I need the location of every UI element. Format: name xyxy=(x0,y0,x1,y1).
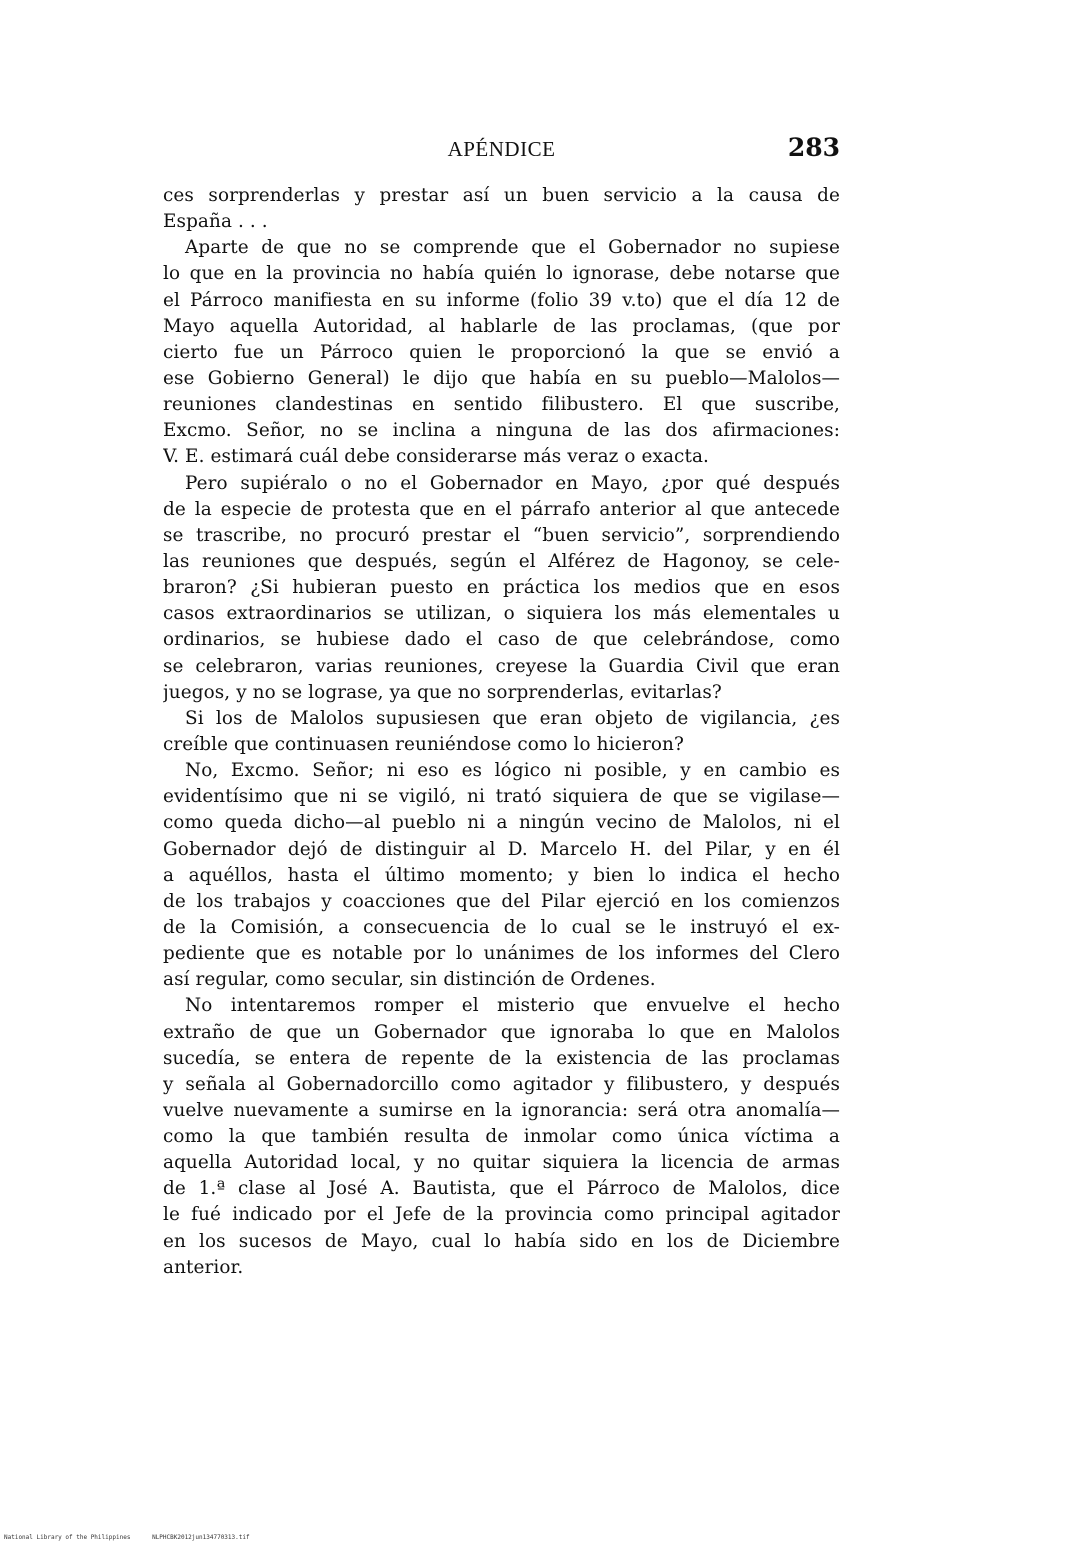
running-head: APÉNDICE xyxy=(447,137,556,161)
text-line: V. E. estimará cuál debe considerarse más veraz o exacta. xyxy=(163,446,709,468)
page-number: 283 xyxy=(787,133,840,162)
text-line: reuniones clandestinas en sentido filibustero. El que suscribe, xyxy=(163,394,840,416)
text-line: Si los de Malolos supusiesen que eran objeto de vigilancia, ¿es xyxy=(185,707,840,729)
text-line: creíble que continuasen reuniéndose como lo hicieron? xyxy=(163,733,684,755)
paragraph xyxy=(163,993,840,1281)
text-line: y señala al Gobernadorcillo como agitador y filibustero, y después xyxy=(163,1073,840,1095)
paragraph xyxy=(163,183,840,235)
text-line: le fué indicado por el Jefe de la provincia como principal agitador xyxy=(163,1204,840,1226)
text-line: se celebraron, varias reuniones, creyese la Guardia Civil que eran xyxy=(163,655,840,677)
text-line: vuelve nuevamente a sumirse en la ignorancia: será otra anomalía— xyxy=(163,1099,840,1121)
text-line: aquella Autoridad local, y no quitar siquiera la licencia de armas xyxy=(163,1152,840,1174)
text-line: casos extraordinarios se utilizan, o siquiera los más elementales u xyxy=(163,603,840,625)
scan-footer xyxy=(4,1534,268,1541)
text-line: Excmo. Señor, no se inclina a ninguna de las dos afirmaciones: xyxy=(163,420,840,442)
text-line: evidentísimo que ni se vigiló, ni trató siquiera de que se vigilase— xyxy=(163,786,840,808)
text-line: extraño de que un Gobernador que ignoraba lo que en Malolos xyxy=(163,1021,840,1043)
text-line: el Párroco manifiesta en su informe (folio 39 v.to) que el día 12 de xyxy=(163,289,840,311)
text-line: a aquéllos, hasta el último momento; y bien lo indica el hecho xyxy=(163,864,840,886)
text-line: juegos, y no se lograse, ya que no sorprenderlas, evitarlas? xyxy=(163,681,722,703)
text-line: Gobernador dejó de distinguir al D. Marcelo H. del Pilar, y en él xyxy=(163,838,840,860)
text-line: así regular, como secular, sin distinción de Ordenes. xyxy=(163,969,656,991)
text-line: de la especie de protesta que en el párrafo anterior al que antecede xyxy=(163,498,840,520)
text-line: braron? ¿Si hubieran puesto en práctica los medios que en esos xyxy=(163,577,840,599)
text-line: España . . . xyxy=(163,211,268,233)
text-line: de los trabajos y coacciones que del Pilar ejerció en los comienzos xyxy=(163,890,840,912)
text-line: anterior. xyxy=(163,1256,244,1278)
paragraph xyxy=(163,706,840,758)
text-line: lo que en la provincia no había quién lo ignorase, debe notarse que xyxy=(163,263,840,285)
text-line: No intentaremos romper el misterio que envuelve el hecho xyxy=(185,995,840,1017)
paragraph xyxy=(163,235,840,470)
file-identifier: NLPHCBK2012jun134770313.tif xyxy=(152,1534,250,1541)
text-line: cierto fue un Párroco quien le proporcionó la que se envió a xyxy=(163,341,840,363)
text-line: las reuniones que después, según el Alférez de Hagonoy, se cele- xyxy=(163,550,840,572)
text-line: Pero supiéralo o no el Gobernador en Mayo, ¿por qué después xyxy=(185,472,840,494)
text-line: ordinarios, se hubiese dado el caso de que celebrándose, como xyxy=(163,629,840,651)
text-line: Mayo aquella Autoridad, al hablarle de las proclamas, (que por xyxy=(163,315,840,337)
paragraph xyxy=(163,758,840,993)
text-line: Aparte de que no se comprende que el Gobernador no supiese xyxy=(185,237,840,259)
library-credit: National Library of the Philippines xyxy=(4,1534,131,1541)
text-line: como queda dicho—al pueblo ni a ningún vecino de Malolos, ni el xyxy=(163,812,840,834)
page-header xyxy=(163,133,840,173)
text-line: No, Excmo. Señor; ni eso es lógico ni posible, y en cambio es xyxy=(185,760,840,782)
text-line: pediente que es notable por lo unánimes de los informes del Clero xyxy=(163,943,840,965)
text-line: ces sorprenderlas y prestar así un buen servicio a la causa de xyxy=(163,185,840,206)
body-text xyxy=(163,183,840,1281)
text-line: ese Gobierno General) le dijo que había en su pueblo—Malolos— xyxy=(163,367,840,389)
text-line: sucedía, se entera de repente de la existencia de las proclamas xyxy=(163,1047,840,1069)
paragraph xyxy=(163,471,840,706)
text-line: se trascribe, no procuró prestar el “buen servicio”, sorprendiendo xyxy=(163,524,840,546)
text-line: de 1.ª clase al José A. Bautista, que el Párroco de Malolos, dice xyxy=(163,1178,840,1200)
text-line: como la que también resulta de inmolar como única víctima a xyxy=(163,1126,840,1148)
text-line: en los sucesos de Mayo, cual lo había sido en los de Diciembre xyxy=(163,1230,840,1252)
text-line: de la Comisión, a consecuencia de lo cual se le instruyó el ex- xyxy=(163,916,840,938)
